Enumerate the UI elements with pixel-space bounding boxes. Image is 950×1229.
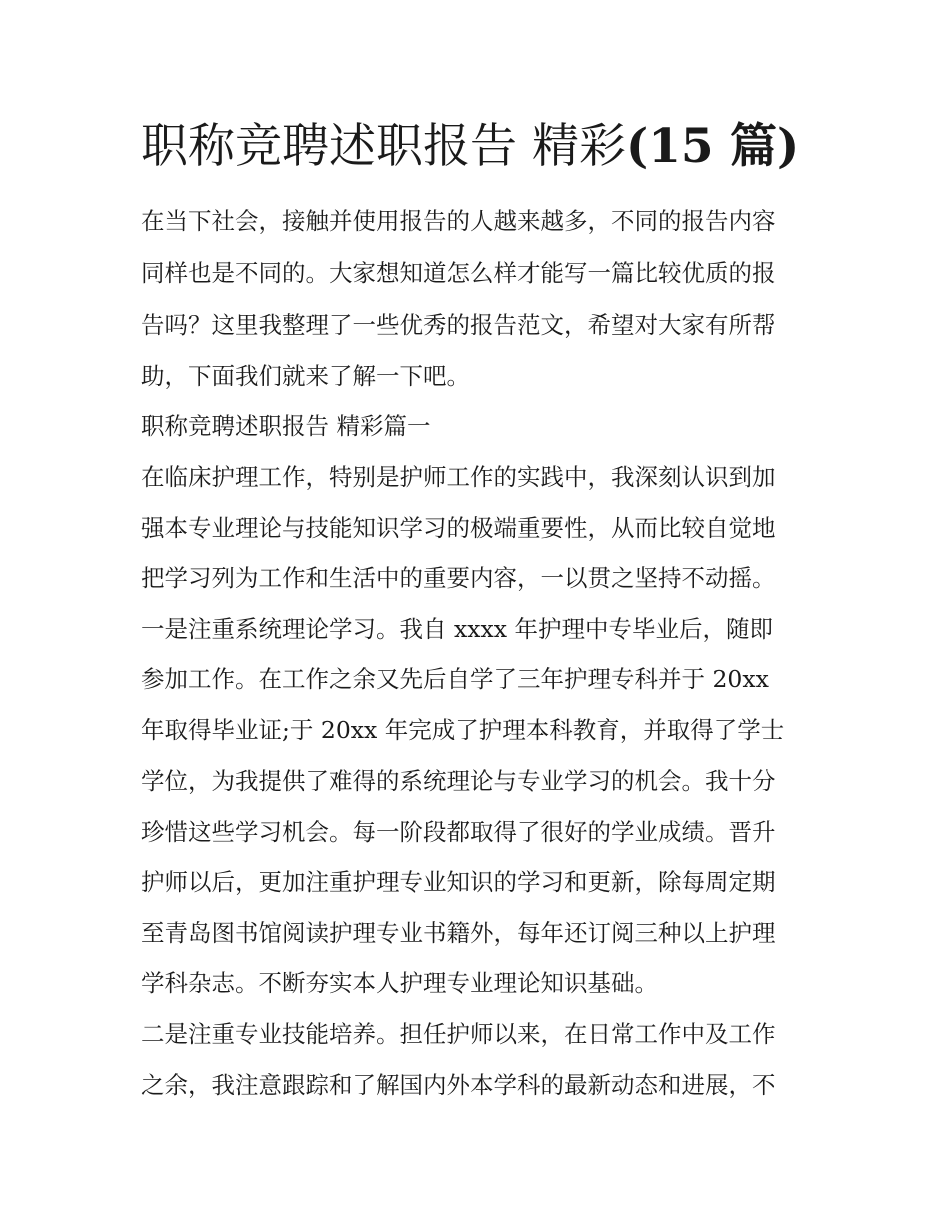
title-count-text: (15 篇) [625, 119, 800, 174]
paragraph-line: 参加工作。在工作之余又先后自学了三年护理专科并于 20xx [141, 665, 769, 693]
paragraph-line: 把学习列为工作和生活中的重要内容，一以贯之坚持不动摇。 [141, 564, 776, 592]
section-heading: 职称竞聘述职报告 精彩篇一 [141, 412, 431, 440]
paragraph-line: 年取得毕业证;于 20xx 年完成了护理本科教育，并取得了学士 [141, 716, 785, 744]
paragraph-line: 告吗？这里我整理了一些优秀的报告范文，希望对大家有所帮 [141, 311, 776, 339]
paragraph-line: 学位，为我提供了难得的系统理论与专业学习的机会。我十分 [141, 767, 776, 795]
paragraph-line: 同样也是不同的。大家想知道怎么样才能写一篇比较优质的报 [141, 259, 776, 287]
paragraph-line: 二是注重专业技能培养。担任护师以来，在日常工作中及工作 [141, 1020, 776, 1048]
paragraph-line: 之余，我注意跟踪和了解国内外本学科的最新动态和进展，不 [141, 1071, 776, 1099]
paragraph-line: 至青岛图书馆阅读护理专业书籍外，每年还订阅三种以上护理 [141, 919, 776, 947]
paragraph-line: 一是注重系统理论学习。我自 xxxx 年护理中专毕业后，随即 [141, 615, 773, 643]
paragraph-line: 强本专业理论与技能知识学习的极端重要性，从而比较自觉地 [141, 514, 776, 542]
paragraph-line: 在临床护理工作，特别是护师工作的实践中，我深刻认识到加 [141, 463, 776, 491]
paragraph-line: 助，下面我们就来了解一下吧。 [141, 362, 470, 390]
paragraph-line: 护师以后，更加注重护理专业知识的学习和更新，除每周定期 [141, 868, 776, 896]
paragraph-line: 珍惜这些学习机会。每一阶段都取得了很好的学业成绩。晋升 [141, 818, 776, 846]
document-title [141, 112, 841, 182]
paragraph-line: 学科杂志。不断夯实本人护理专业理论知识基础。 [141, 969, 658, 997]
paragraph-line: 在当下社会，接触并使用报告的人越来越多，不同的报告内容 [141, 207, 776, 235]
title-main-text: 职称竞聘述职报告 精彩 [141, 119, 626, 174]
